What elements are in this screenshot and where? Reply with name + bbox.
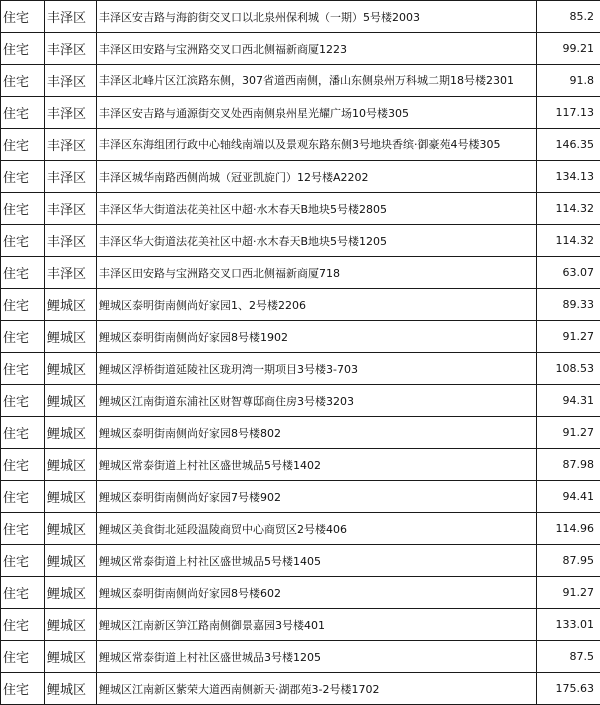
table-row — [1, 321, 600, 353]
area-cell: 87.95 — [537, 545, 600, 577]
area-cell: 85.2 — [537, 1, 600, 33]
district-cell: 鲤城区 — [45, 577, 97, 609]
area-cell: 146.35 — [537, 129, 600, 161]
property-type-cell: 住宅 — [1, 481, 45, 513]
area-cell: 91.27 — [537, 577, 600, 609]
property-type-cell: 住宅 — [1, 161, 45, 193]
address-cell: 鲤城区泰明街南侧尚好家园1、2号楼2206 — [97, 289, 537, 321]
area-cell: 94.31 — [537, 385, 600, 417]
area-cell: 108.53 — [537, 353, 600, 385]
area-cell: 91.27 — [537, 321, 600, 353]
area-cell: 114.96 — [537, 513, 600, 545]
area-cell: 133.01 — [537, 609, 600, 641]
table-row — [1, 257, 600, 289]
district-cell: 丰泽区 — [45, 193, 97, 225]
area-cell: 89.33 — [537, 289, 600, 321]
area-cell: 63.07 — [537, 257, 600, 289]
table-row — [1, 673, 600, 705]
address-cell: 鲤城区江南新区紫荣大道西南侧新天·湖郡苑3-2号楼1702 — [97, 673, 537, 705]
address-cell: 鲤城区美食街北延段温陵商贸中心商贸区2号楼406 — [97, 513, 537, 545]
table-row — [1, 97, 600, 129]
table-row — [1, 65, 600, 97]
address-cell: 鲤城区泰明街南侧尚好家园8号楼1902 — [97, 321, 537, 353]
district-cell: 丰泽区 — [45, 33, 97, 65]
property-type-cell: 住宅 — [1, 577, 45, 609]
area-cell: 117.13 — [537, 97, 600, 129]
address-cell: 鲤城区江南新区笋江路南侧御景嘉园3号楼401 — [97, 609, 537, 641]
property-type-cell: 住宅 — [1, 321, 45, 353]
district-cell: 鲤城区 — [45, 545, 97, 577]
property-type-cell: 住宅 — [1, 353, 45, 385]
property-type-cell: 住宅 — [1, 1, 45, 33]
table-row — [1, 609, 600, 641]
address-cell: 丰泽区田安路与宝洲路交叉口西北侧福新商厦718 — [97, 257, 537, 289]
area-cell: 94.41 — [537, 481, 600, 513]
area-cell: 87.5 — [537, 641, 600, 673]
address-cell: 鲤城区泰明街南侧尚好家园7号楼902 — [97, 481, 537, 513]
area-cell: 87.98 — [537, 449, 600, 481]
address-cell: 丰泽区田安路与宝洲路交叉口西北侧福新商厦1223 — [97, 33, 537, 65]
district-cell: 鲤城区 — [45, 449, 97, 481]
address-cell: 丰泽区北峰片区江滨路东侧，307省道西南侧，潘山东侧泉州万科城二期18号楼2301 — [97, 65, 537, 97]
area-cell: 91.27 — [537, 417, 600, 449]
table-row — [1, 161, 600, 193]
property-type-cell: 住宅 — [1, 385, 45, 417]
property-type-cell: 住宅 — [1, 289, 45, 321]
table-row — [1, 545, 600, 577]
table-row — [1, 513, 600, 545]
property-type-cell: 住宅 — [1, 449, 45, 481]
address-cell: 丰泽区安吉路与通源街交叉处西南侧泉州星光耀广场10号楼305 — [97, 97, 537, 129]
district-cell: 鲤城区 — [45, 321, 97, 353]
district-cell: 丰泽区 — [45, 129, 97, 161]
district-cell: 丰泽区 — [45, 257, 97, 289]
property-type-cell: 住宅 — [1, 641, 45, 673]
table-row — [1, 289, 600, 321]
address-cell: 鲤城区常泰街道上村社区盛世城品5号楼1402 — [97, 449, 537, 481]
district-cell: 丰泽区 — [45, 225, 97, 257]
address-cell: 鲤城区江南街道东浦社区财智尊邸商住房3号楼3203 — [97, 385, 537, 417]
district-cell: 丰泽区 — [45, 1, 97, 33]
district-cell: 鲤城区 — [45, 289, 97, 321]
address-cell: 鲤城区泰明街南侧尚好家园8号楼602 — [97, 577, 537, 609]
address-cell: 丰泽区城华南路西侧尚城（冠亚凯旋门）12号楼A2202 — [97, 161, 537, 193]
table-row — [1, 417, 600, 449]
property-type-cell: 住宅 — [1, 257, 45, 289]
table-row — [1, 1, 600, 33]
address-cell: 鲤城区泰明街南侧尚好家园8号楼802 — [97, 417, 537, 449]
district-cell: 鲤城区 — [45, 641, 97, 673]
table-row — [1, 481, 600, 513]
table-row — [1, 449, 600, 481]
address-cell: 丰泽区华大街道法花美社区中超·水木春天B地块5号楼2805 — [97, 193, 537, 225]
table-row — [1, 193, 600, 225]
district-cell: 丰泽区 — [45, 65, 97, 97]
property-type-cell: 住宅 — [1, 609, 45, 641]
property-type-cell: 住宅 — [1, 513, 45, 545]
district-cell: 鲤城区 — [45, 513, 97, 545]
table-row — [1, 385, 600, 417]
district-cell: 鲤城区 — [45, 673, 97, 705]
district-cell: 鲤城区 — [45, 385, 97, 417]
table-row — [1, 225, 600, 257]
district-cell: 丰泽区 — [45, 161, 97, 193]
district-cell: 鲤城区 — [45, 417, 97, 449]
property-type-cell: 住宅 — [1, 33, 45, 65]
address-cell: 鲤城区浮桥街道延陵社区珑玥湾一期项目3号楼3-703 — [97, 353, 537, 385]
area-cell: 114.32 — [537, 225, 600, 257]
address-cell: 丰泽区华大街道法花美社区中超·水木春天B地块5号楼1205 — [97, 225, 537, 257]
area-cell: 91.8 — [537, 65, 600, 97]
table-row — [1, 129, 600, 161]
district-cell: 鲤城区 — [45, 609, 97, 641]
area-cell: 134.13 — [537, 161, 600, 193]
district-cell: 鲤城区 — [45, 481, 97, 513]
property-type-cell: 住宅 — [1, 193, 45, 225]
address-cell: 丰泽区安吉路与海韵街交叉口以北泉州保利城（一期）5号楼2003 — [97, 1, 537, 33]
table-row — [1, 641, 600, 673]
table-row — [1, 577, 600, 609]
property-type-cell: 住宅 — [1, 129, 45, 161]
property-type-cell: 住宅 — [1, 673, 45, 705]
property-type-cell: 住宅 — [1, 417, 45, 449]
area-cell: 114.32 — [537, 193, 600, 225]
district-cell: 丰泽区 — [45, 97, 97, 129]
address-cell: 鲤城区常泰街道上村社区盛世城品5号楼1405 — [97, 545, 537, 577]
property-type-cell: 住宅 — [1, 97, 45, 129]
address-cell: 丰泽区东海组团行政中心轴线南端以及景观东路东侧3号地块香缤·御豪苑4号楼305 — [97, 129, 537, 161]
property-type-cell: 住宅 — [1, 65, 45, 97]
area-cell: 99.21 — [537, 33, 600, 65]
table-row — [1, 353, 600, 385]
table-row — [1, 33, 600, 65]
district-cell: 鲤城区 — [45, 353, 97, 385]
property-type-cell: 住宅 — [1, 545, 45, 577]
property-type-cell: 住宅 — [1, 225, 45, 257]
table-body — [1, 1, 600, 705]
address-cell: 鲤城区常泰街道上村社区盛世城品3号楼1205 — [97, 641, 537, 673]
area-cell: 175.63 — [537, 673, 600, 705]
